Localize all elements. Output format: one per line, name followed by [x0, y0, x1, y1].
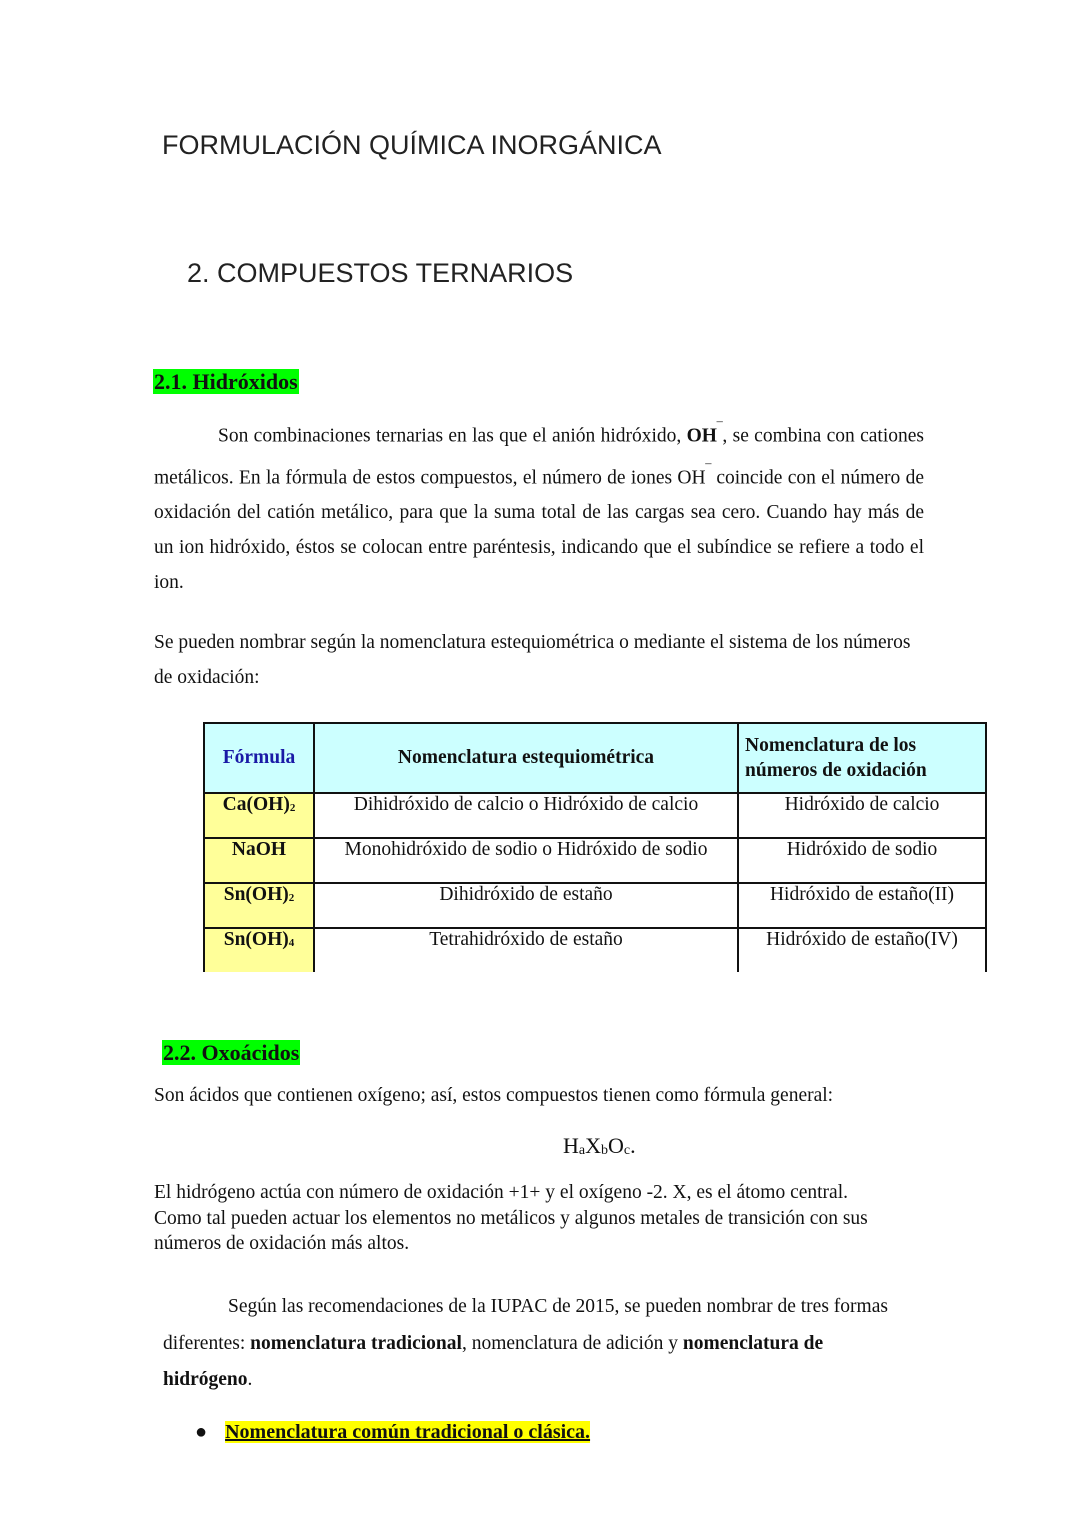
paragraph-nomenclaturas: Se pueden nombrar según la nomenclatura estequiométrica o mediante el sistema de los números de oxidación:: [154, 632, 911, 688]
paragraph-hidrogeno: El hidrógeno actúa con número de oxidación +1+ y el oxígeno -2. X, es el átomo central. Como tal pueden actuar los elementos no metálicos y algunos metales de transición con sus números de oxidación más altos.: [154, 1182, 868, 1254]
paragraph-hidroxidos: Son combinaciones ternarias en las que el anión hidróxido, OH‾, se combina con cationes metálicos. En la fórmula de estos compuestos, el número de iones OH‾ coincide con el número de oxidación del catión metálico, para que la suma total de las cargas sea cero. Cuando hay más de un ion hidróxido, éstos se colocan entre paréntesis, indicando que el subíndice se refiere a todo el ion.: [154, 420, 924, 593]
table-row: $Sn(OH)_4$ Tetrahidróxido de estaño Hidróxido de estaño(IV): [204, 928, 986, 972]
paragraph-iupac: Según las recomendaciones de la IUPAC de 2015, se pueden nombrar de tres formas diferentes: nomenclatura tradicional, nomenclatura de adición y nomenclatura de hidrógeno.: [163, 1296, 888, 1390]
general-formula: $H_aX_bO_c$.: [563, 1133, 636, 1158]
subsection-heading-oxoacidos: 2.2. Oxoácidos: [163, 1040, 300, 1065]
header-estequiometrica: Nomenclatura estequiométrica: [314, 723, 738, 793]
table-row: NaOH Monohidróxido de sodio o Hidróxido de sodio Hidróxido de sodio: [204, 838, 986, 883]
bullet-icon: ●: [195, 1421, 208, 1443]
paragraph-oxoacidos: Son ácidos que contienen oxígeno; así, estos compuestos tienen como fórmula general:: [154, 1085, 834, 1106]
document-title: FORMULACIÓN QUÍMICA INORGÁNICA: [162, 130, 662, 160]
section-heading: 2. COMPUESTOS TERNARIOS: [187, 258, 574, 288]
table-row: $Ca(OH)_2$ Dihidróxido de calcio o Hidróxido de calcio Hidróxido de calcio: [204, 793, 986, 838]
header-formula: Fórmula: [204, 723, 314, 793]
bullet-item: ● Nomenclatura común tradicional o clásica.: [195, 1421, 591, 1443]
hydroxides-table: [203, 722, 987, 972]
table-row: $Sn(OH)_2$ Dihidróxido de estaño Hidróxido de estaño(II): [204, 883, 986, 928]
header-oxidacion: Nomenclatura de los números de oxidación: [738, 723, 986, 793]
subsection-heading-hidroxidos: 2.1. Hidróxidos: [154, 369, 298, 394]
